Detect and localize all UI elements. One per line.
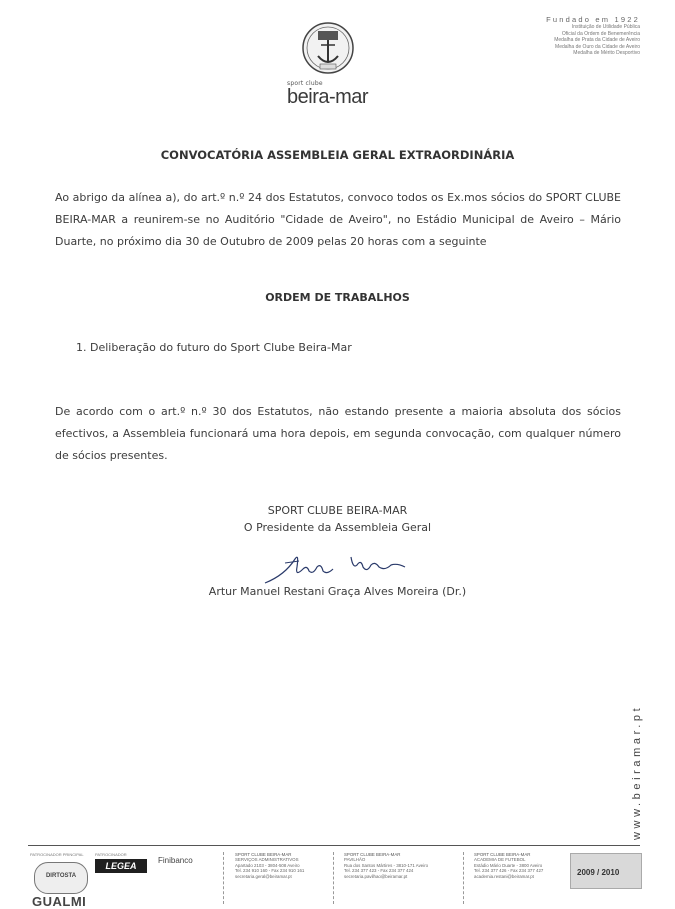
address-line: secretaria.geral@beiramar.pt: [235, 873, 292, 879]
footer-separator: [223, 852, 225, 904]
address-block-admin: [235, 852, 335, 879]
signatory-name: Artur Manuel Restani Graça Alves Moreira (Dr.): [208, 585, 467, 598]
signature-role: O Presidente da Assembleia Geral: [243, 521, 432, 534]
sponsor-label: PATROCINADOR: [95, 852, 127, 857]
season-badge: [570, 853, 642, 889]
sponsor-label: PATROCINADOR PRINCIPAL: [30, 852, 84, 857]
address-title: SPORT CLUBE BEIRA-MAR: [474, 852, 531, 857]
sponsor-finibanco: Finibanco: [158, 856, 193, 865]
footer-separator: [463, 852, 465, 904]
footer-divider: [28, 845, 640, 846]
sponsor-logo: LEGEA: [95, 859, 147, 873]
founded-line: Medalha de Prata da Cidade de Aveiro: [554, 37, 640, 44]
brand-name: beira-mar: [287, 86, 369, 108]
club-crest-logo: [301, 18, 355, 88]
address-line: Estádio Mário Duarte - 3800 Aveiro: [474, 862, 543, 868]
footer-separator: [333, 852, 335, 904]
address-title: SPORT CLUBE BEIRA-MAR: [344, 852, 401, 857]
sponsor-gualmi: [30, 852, 90, 909]
sponsor-badge-text: DIRTOSTA: [45, 873, 77, 879]
address-line: Tel. 234 377 423 - Fax 234 377 424: [344, 868, 414, 874]
address-line: Apartado 2103 - 3804-508 Aveiro: [235, 862, 300, 868]
address-subtitle: SERVIÇOS ADMINISTRATIVOS: [235, 857, 299, 863]
address-title: SPORT CLUBE BEIRA-MAR: [235, 852, 292, 857]
founded-line: Instituição de Utilidade Pública: [571, 24, 640, 30]
founded-title: Fundado em 1922: [546, 15, 640, 24]
address-block-academy: [474, 852, 574, 879]
quorum-paragraph: De acordo com o art.º n.º 30 dos Estatutos, não estando presente a maioria absoluta dos sócios efectivos, a Assembleia funcionará uma hora depois, em segunda convocação, com qualquer número de sócios presentes.: [55, 405, 621, 462]
sponsor-legea: [95, 852, 153, 882]
convocation-paragraph: Ao abrigo da alínea a), do art.º n.º 24 dos Estatutos, convoco todos os Ex.mos sócios do SPORT CLUBE BEIRA-MAR a reunirem-se no Auditório "Cidade de Aveiro", no Estádio Municipal de Aveiro – Mário Duarte, no próximo dia 30 de Outubro de 2009 pelas 20 horas com a seguinte: [55, 191, 621, 248]
document-title: CONVOCATÓRIA ASSEMBLEIA GERAL EXTRAORDINÁRIA: [160, 148, 515, 162]
agenda-heading: ORDEM DE TRABALHOS: [265, 291, 410, 304]
season-text: 2009 / 2010: [577, 868, 620, 877]
founded-line: Medalha de Mérito Desportivo: [573, 50, 640, 57]
brand-small-text: sport clube: [287, 80, 323, 87]
address-line: academia.restani@beiramar.pt: [474, 873, 534, 879]
founded-line: Oficial da Ordem de Benemerência: [561, 30, 640, 37]
address-line: Tel. 234 910 160 - Fax 234 910 161: [235, 868, 305, 874]
signature-organization: SPORT CLUBE BEIRA-MAR: [267, 504, 408, 517]
address-line: secretaria.pavilhao@beiramar.pt: [344, 873, 408, 879]
agenda-item: 1. Deliberação do futuro do Sport Clube Beira-Mar: [76, 341, 352, 354]
address-line: Rua dos Santos Mártires - 3810-171 Aveiro: [344, 862, 429, 868]
founded-line: Medalha de Ouro da Cidade de Aveiro: [555, 43, 640, 50]
address-block-pavilion: [344, 852, 444, 879]
address-subtitle: PAVILHÃO: [344, 857, 366, 863]
handwritten-signature: [255, 545, 415, 587]
website-url: www.beiramar.pt: [631, 704, 643, 840]
address-subtitle: ACADEMIA DE FUTEBOL: [474, 857, 526, 863]
sponsor-badge: [34, 862, 88, 894]
sponsor-name: GUALMI: [32, 894, 87, 909]
founded-block: [540, 15, 640, 57]
address-line: Tel. 234 377 426 - Fax 234 377 427: [474, 868, 544, 874]
